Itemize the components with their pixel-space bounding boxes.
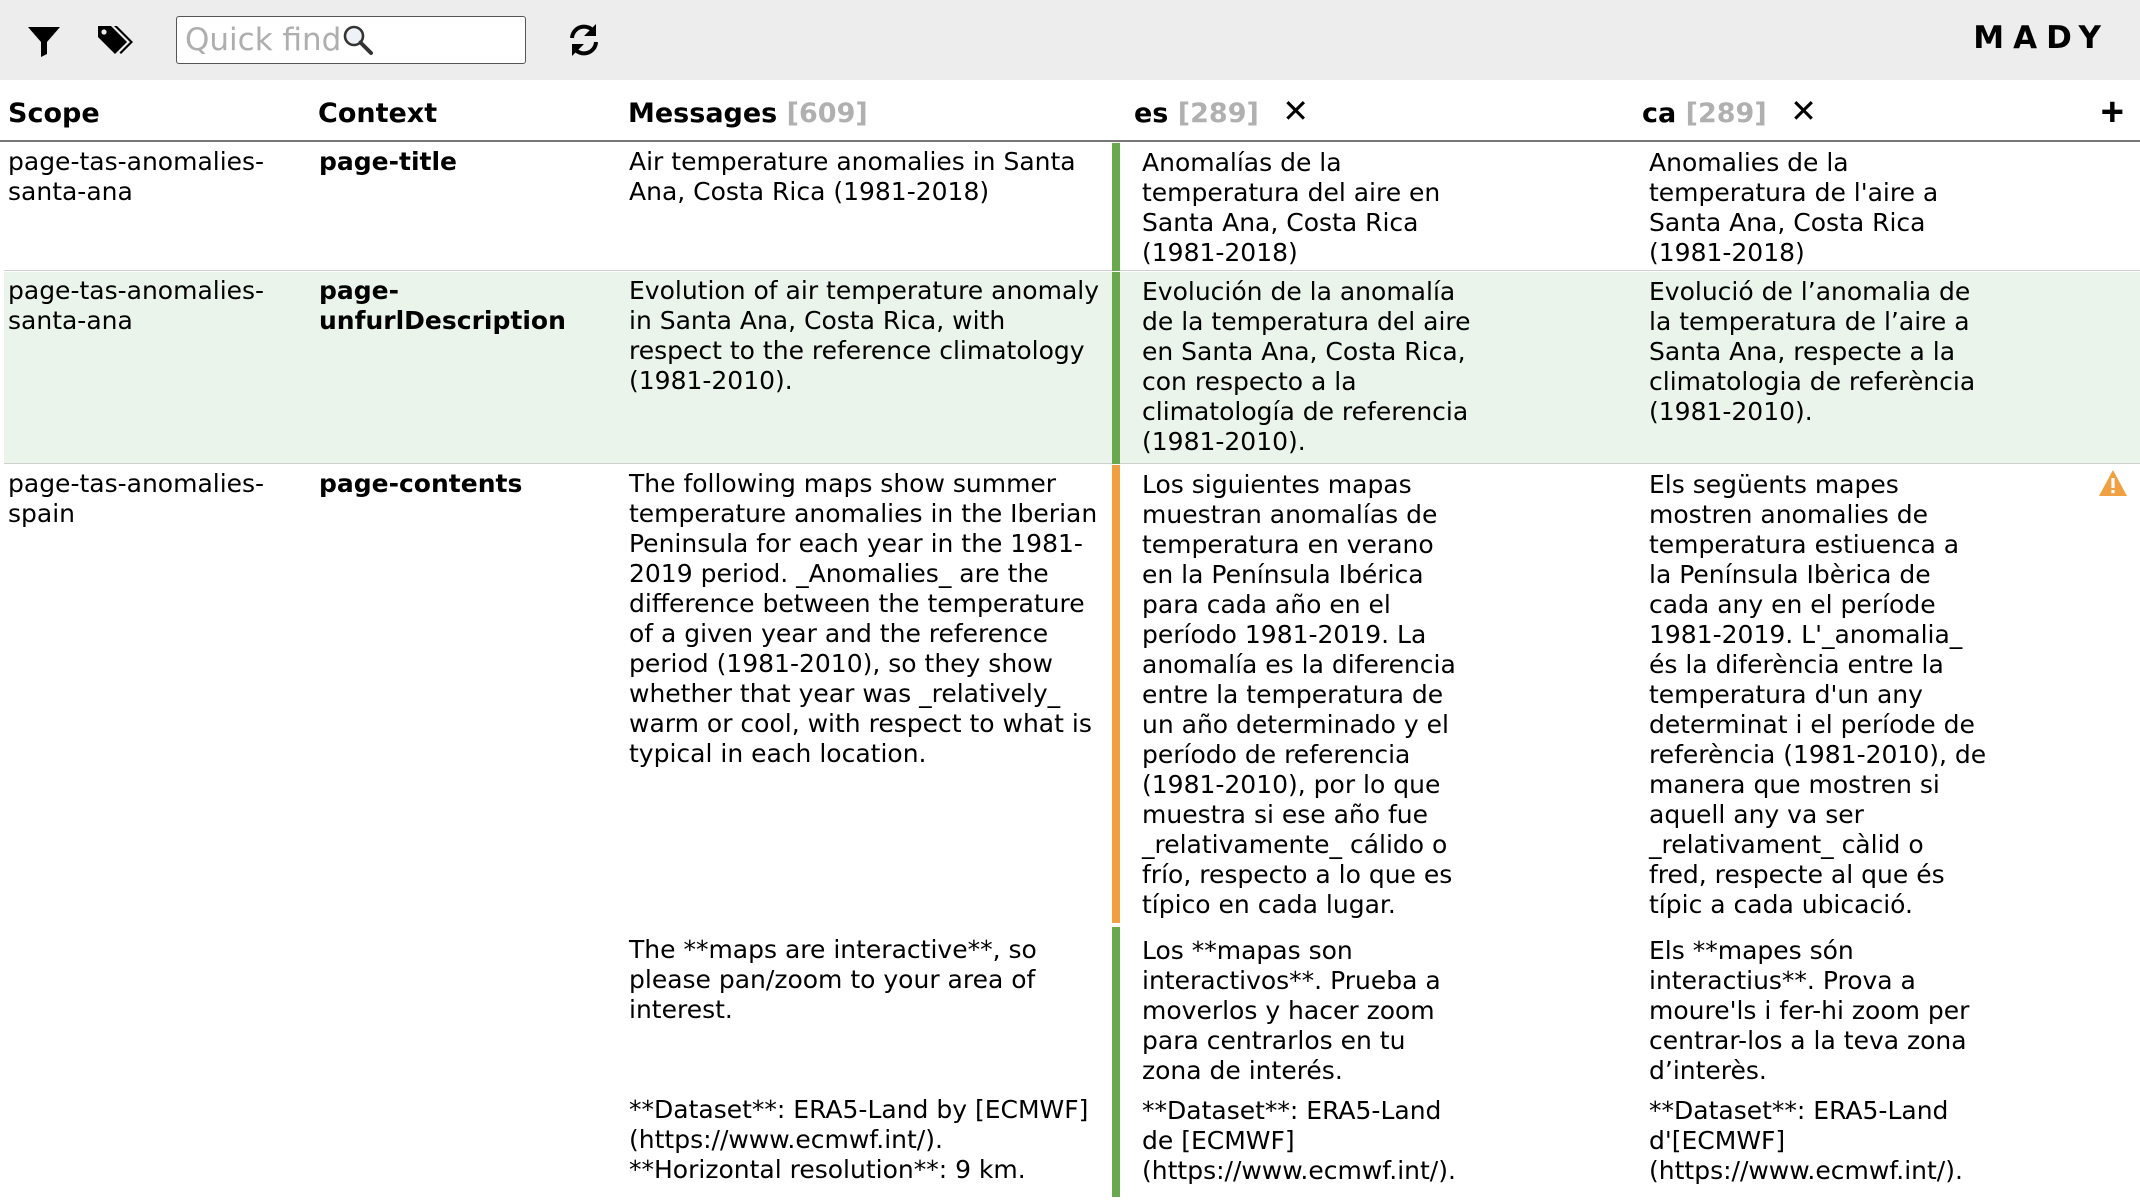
scope-cell: page-tas-anomalies- santa-ana [8, 276, 265, 335]
lang-ca-label[interactable]: ca [1642, 98, 1677, 129]
translation-ca[interactable]: **Dataset**: ERA5-Land d'[ECMWF] (https://www.ecmwf.int/). [1649, 1096, 1963, 1185]
header-messages[interactable] [628, 98, 868, 129]
add-language-icon[interactable]: + [2100, 90, 2124, 134]
remove-lang-es-icon[interactable]: ✕ [1282, 92, 1310, 130]
message-paragraph: The following maps show summer temperature anomalies in the Iberian Peninsula for each year in the 1981-2019 period. _Anomalies_ are the difference between the temperature of a given year and the reference period (1981-2010), so they show whether that year was _relatively_ warm or cool, with respect to what is typical in each location. [629, 469, 1098, 768]
translation-es[interactable]: **Dataset**: ERA5-Land de [ECMWF] (https://www.ecmwf.int/). [1142, 1096, 1456, 1185]
header-lang-es [1134, 92, 1310, 130]
translation-ca[interactable]: Els **mapes són interactius**. Prova a moure'ls i fer-hi zoom per centrar-los a la teva zona d’interès. [1649, 936, 1970, 1085]
lang-es-label[interactable]: es [1134, 98, 1169, 129]
lang-ca-count: [289] [1685, 98, 1767, 129]
scope-cell: page-tas-anomalies- santa-ana [8, 147, 265, 206]
message-paragraph: **Dataset**: ERA5-Land by [ECMWF](https://www.ecmwf.int/). **Horizontal resolution**: 9 km. [629, 1095, 1089, 1184]
context-cell: page-contents [319, 469, 523, 498]
translation-ca[interactable]: Anomalies de la temperatura de l'aire a Santa Ana, Costa Rica (1981-2018) [1649, 148, 1939, 267]
warning-icon[interactable] [2098, 469, 2128, 497]
quick-find-box [176, 16, 526, 64]
table-row[interactable] [4, 465, 2140, 1202]
remove-lang-ca-icon[interactable]: ✕ [1790, 92, 1817, 130]
translation-es[interactable]: Evolución de la anomalía de la temperatura del aire en Santa Ana, Costa Rica, con respecto a la climatología de referencia (1981-2010). [1142, 277, 1471, 456]
translation-ca[interactable]: Evolució de l’anomalia de la temperatura de l’aire a Santa Ana, respecte a la climatologia de referència (1981-2010). [1649, 277, 1976, 426]
tags-icon[interactable] [94, 18, 138, 62]
translation-es[interactable]: Anomalías de la temperatura del aire en Santa Ana, Costa Rica (1981-2018) [1142, 148, 1441, 267]
search-input[interactable] [177, 17, 525, 63]
table-row[interactable] [4, 143, 2140, 271]
context-cell: page- unfurlDescription [319, 276, 566, 335]
translation-status-bar [1112, 927, 1120, 1197]
table-header [0, 80, 2140, 142]
translation-es[interactable]: Los **mapas son interactivos**. Prueba a moverlos y hacer zoom para centrarlos en tu zona de interés. [1142, 936, 1441, 1085]
message-cell: Evolution of air temperature anomaly in Santa Ana, Costa Rica, with respect to the reference climatology (1981-2010). [629, 276, 1100, 395]
translation-status-bar [1112, 143, 1120, 271]
translation-ca[interactable]: Els següents mapes mostren anomalies de temperatura estiuenca a la Península Ibèrica de cada any en el període 1981-2019. L'_anomalia_ és la diferència entre la temperatura d'un any determinat i el període de referència (1981-2010), de manera que mostren si aquell any va ser _relativament_ càlid o fred, respecte al que és típic a cada ubicació. [1649, 470, 1987, 919]
fuzzy-status-bar [1112, 465, 1120, 923]
table-row[interactable] [4, 272, 2140, 464]
header-lang-ca [1642, 92, 1817, 130]
header-messages-label: Messages [628, 98, 778, 129]
toolbar [0, 0, 2140, 80]
app-logo: MADY [1973, 20, 2110, 56]
translation-status-bar [1112, 272, 1120, 464]
header-context[interactable]: Context [318, 98, 438, 129]
refresh-icon[interactable] [562, 18, 606, 62]
translation-es[interactable]: Los siguientes mapas muestran anomalías de temperatura en verano en la Península Ibérica para cada año en el período 1981-2019. La anomalía es la diferencia entre la temperatura de un año determinado y el período de referencia (1981-2010), por lo que muestra si ese año fue _relativamente_ cálido o frío, respecto a lo que es típico en cada lugar. [1142, 470, 1456, 919]
messages-count: [609] [786, 98, 868, 129]
context-cell: page-title [319, 147, 457, 176]
header-scope[interactable]: Scope [8, 98, 100, 129]
message-paragraph: The **maps are interactive**, so please pan/zoom to your area of interest. [629, 935, 1037, 1024]
lang-es-count: [289] [1177, 98, 1259, 129]
scope-cell: page-tas-anomalies- spain [8, 469, 265, 528]
filter-icon[interactable] [22, 18, 66, 62]
message-cell: Air temperature anomalies in Santa Ana, Costa Rica (1981-2018) [629, 147, 1076, 206]
